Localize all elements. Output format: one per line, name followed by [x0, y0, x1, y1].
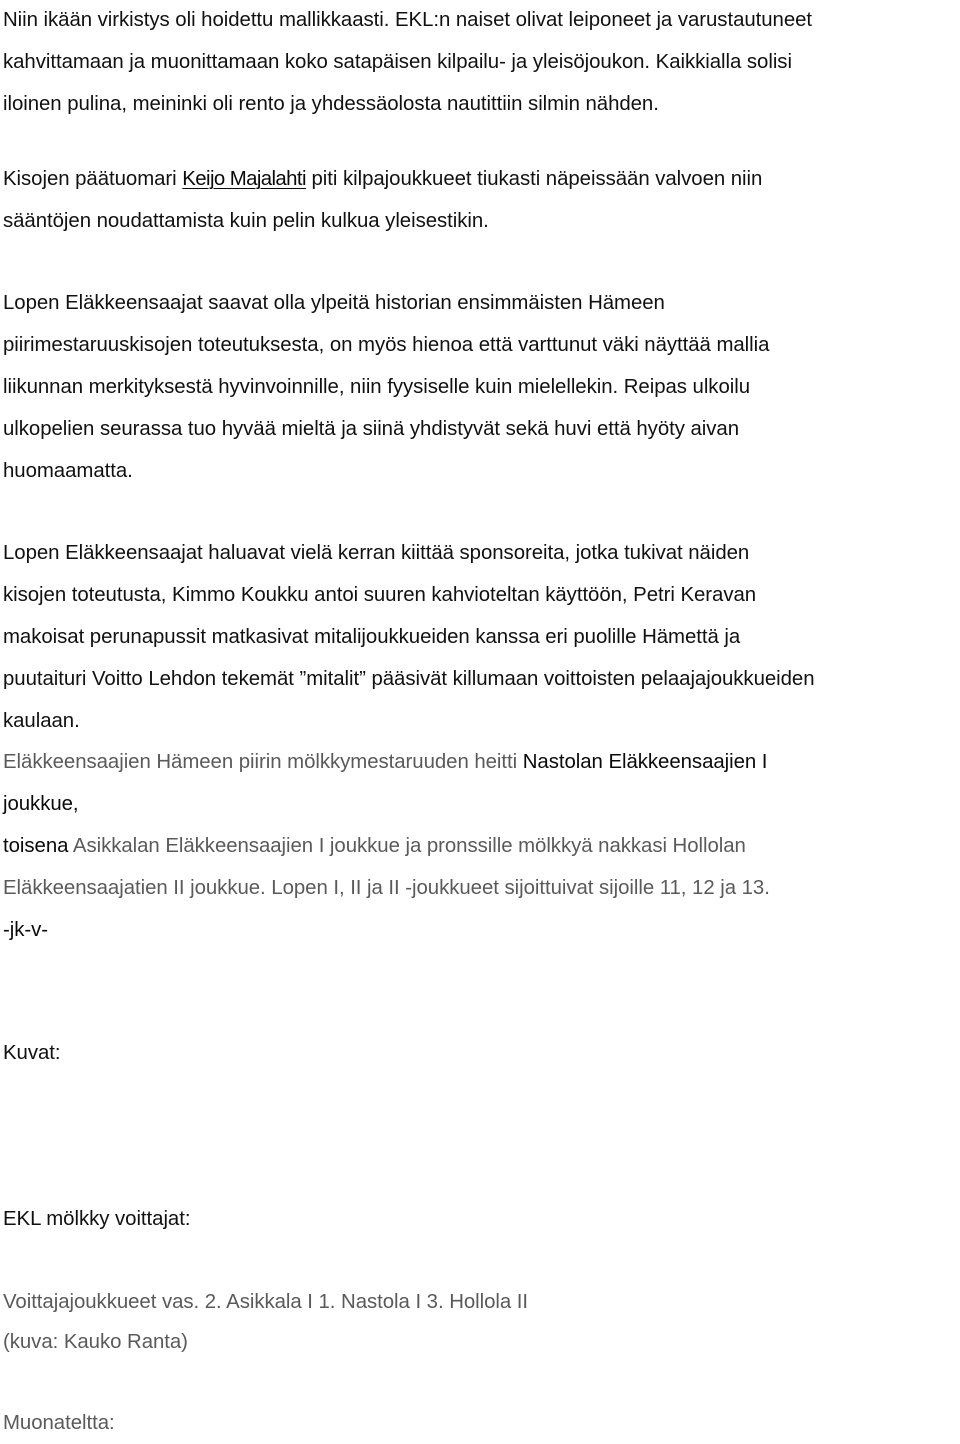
text-fragment: Asikkalan Eläkkeensaajien I joukkue ja pronssille mölkkyä nakkasi Hollolan — [68, 835, 746, 857]
text-line: sääntöjen noudattamista kuin pelin kulkua yleisestikin. — [3, 210, 489, 232]
paragraph-pride — [3, 282, 960, 492]
text-line — [3, 741, 960, 783]
text-line — [3, 158, 960, 200]
text-line: iloinen pulina, meininki oli rento ja yhdessäolosta nautittiin silmin nähden. — [3, 93, 659, 115]
winners-heading — [3, 1198, 960, 1240]
paragraph-refreshments — [3, 0, 960, 125]
text-line: kahvittamaan ja muonittamaan koko satapäisen kilpailu- ja yleisöjoukon. Kaikkialla solisi — [3, 51, 792, 73]
paragraph-referee — [3, 158, 960, 242]
text-fragment: Kisojen päätuomari — [3, 168, 183, 190]
signature-text: -jk-v- — [3, 919, 48, 941]
text-line: piirimestaruuskisojen toteutuksesta, on myös hienoa että varttunut väki näyttää mallia — [3, 334, 770, 356]
paragraph-sponsors — [3, 532, 960, 742]
text-fragment: Eläkkeensaajien Hämeen piirin mölkkymestaruuden heitti — [3, 751, 523, 773]
text-line: Muonateltta: — [3, 1412, 115, 1434]
text-line: kaulaan. — [3, 710, 80, 732]
images-heading — [3, 1032, 960, 1074]
text-line: (kuva: Kauko Ranta) — [3, 1331, 188, 1353]
winners-caption — [3, 1282, 960, 1362]
winner-team-text: Nastolan Eläkkeensaajien I — [522, 751, 768, 773]
text-line: Eläkkeensaajatien II joukkue. Lopen I, II ja II -joukkueet sijoittuivat sijoille 11, 12 ja 13. — [3, 877, 770, 899]
text-fragment: toisena — [3, 835, 69, 857]
food-tent-heading — [3, 1402, 960, 1444]
text-line: Lopen Eläkkeensaajat saavat olla ylpeitä historian ensimmäisten Hämeen — [3, 292, 665, 314]
text-line: Lopen Eläkkeensaajat haluavat vielä kerran kiittää sponsoreita, jotka tukivat näiden — [3, 542, 750, 564]
text-line: kisojen toteutusta, Kimmo Koukku antoi suuren kahvioteltan käyttöön, Petri Keravan — [3, 584, 757, 606]
text-line: makoisat perunapussit matkasivat mitalijoukkueiden kanssa eri puolille Hämettä ja — [3, 626, 741, 648]
text-line: ulkopelien seurassa tuo hyvää mieltä ja siinä yhdistyvät sekä huvi että hyöty aivan — [3, 418, 739, 440]
text-fragment: piti kilpajoukkueet tiukasti näpeissään valvoen niin — [305, 168, 763, 190]
text-line: huomaamatta. — [3, 460, 133, 482]
text-line: EKL mölkky voittajat: — [3, 1208, 191, 1230]
text-line: Kuvat: — [3, 1042, 61, 1064]
text-line: liikunnan merkityksestä hyvinvoinnille, niin fyysiselle kuin mielellekin. Reipas ulkoilu — [3, 376, 750, 398]
paragraph-results — [3, 741, 960, 951]
text-line: Voittajajoukkueet vas. 2. Asikkala I 1. Nastola I 3. Hollola II — [3, 1291, 529, 1313]
referee-name-link[interactable]: Keijo Majalahti — [182, 168, 306, 190]
text-line: joukkue, — [3, 793, 79, 815]
text-line — [3, 825, 960, 867]
text-line: puutaituri Voitto Lehdon tekemät ”mitalit” pääsivät killumaan voittoisten pelaajajoukkueiden — [3, 668, 815, 690]
text-line: Niin ikään virkistys oli hoidettu mallikkaasti. EKL:n naiset olivat leiponeet ja varustautuneet — [3, 9, 813, 31]
